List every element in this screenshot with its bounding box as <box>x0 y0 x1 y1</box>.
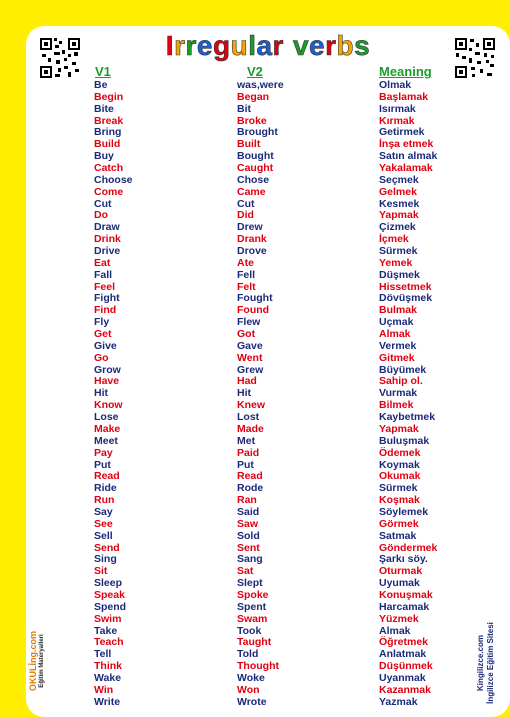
verb-base-form: Win <box>94 683 114 696</box>
table-row <box>26 92 510 104</box>
verb-base-form: Build <box>94 138 121 151</box>
verb-meaning: Olmak <box>379 79 412 91</box>
brand-subtitle: Eğitim Materyalleri <box>39 634 45 688</box>
verb-base-form: Meet <box>94 434 118 447</box>
verb-past-form: Began <box>237 90 270 103</box>
verb-base-form: Teach <box>94 636 124 649</box>
table-row <box>26 353 510 365</box>
verb-past-form: was,were <box>237 79 284 91</box>
verb-meaning: İnşa etmek <box>379 138 434 151</box>
verb-past-form: Had <box>237 375 257 388</box>
verb-meaning: İçmek <box>379 233 409 246</box>
verb-base-form: Drink <box>94 233 121 246</box>
verb-base-form: Write <box>94 695 121 708</box>
verb-base-form: Catch <box>94 162 124 175</box>
title-letter: r <box>174 30 186 61</box>
verb-past-form: Took <box>237 624 262 637</box>
verb-base-form: Fight <box>94 292 120 305</box>
title-letter: v <box>292 30 310 61</box>
verb-meaning: Göndermek <box>379 541 438 554</box>
verb-meaning: Yapmak <box>379 422 419 435</box>
column-header-meaning: Meaning <box>379 64 432 79</box>
verb-meaning: Getirmek <box>379 126 425 139</box>
verb-base-form: Know <box>94 399 123 412</box>
verb-base-form: Have <box>94 375 120 388</box>
verb-base-form: Pay <box>94 446 113 459</box>
title-letter: r <box>325 30 337 61</box>
verb-meaning: Sürmek <box>379 482 418 495</box>
title-letter: u <box>230 30 249 61</box>
verb-base-form: Eat <box>94 256 111 269</box>
verb-past-form: Spoke <box>237 588 269 601</box>
verb-meaning: Yakalamak <box>379 162 433 175</box>
page-title <box>26 30 510 62</box>
verb-base-form: Speak <box>94 588 125 601</box>
verb-past-form: Drank <box>237 233 267 246</box>
verb-meaning: Yemek <box>379 256 413 269</box>
verb-meaning: Seçmek <box>379 173 419 186</box>
verb-base-form: Hit <box>94 387 108 400</box>
verb-meaning: Dövüşmek <box>379 292 433 305</box>
verb-past-form: Spent <box>237 600 267 613</box>
verb-past-form: Sang <box>237 553 263 566</box>
title-letter: l <box>248 30 257 61</box>
verb-base-form: Fly <box>94 316 110 329</box>
table-row <box>26 104 510 116</box>
verb-base-form: Send <box>94 541 120 554</box>
table-row <box>26 448 510 460</box>
verb-meaning: Okumak <box>379 470 421 483</box>
verb-base-form: Find <box>94 304 117 317</box>
verb-meaning: Satın almak <box>379 150 438 163</box>
verb-base-form: Ride <box>94 482 117 495</box>
verb-meaning: Vermek <box>379 339 417 352</box>
verb-meaning: Oturmak <box>379 565 423 578</box>
title-letter: e <box>196 30 213 61</box>
verb-meaning: Koşmak <box>379 494 420 507</box>
site-name: Kingilizce.com <box>476 635 485 692</box>
verb-meaning: Almak <box>379 624 411 637</box>
verb-past-form: Sent <box>237 541 260 554</box>
verb-meaning: Yapmak <box>379 209 419 222</box>
verb-base-form: Swim <box>94 612 122 625</box>
verb-past-form: Thought <box>237 660 279 673</box>
table-row <box>26 341 510 353</box>
verb-base-form: Wake <box>94 671 122 684</box>
verb-base-form: Buy <box>94 150 114 163</box>
table-row <box>26 270 510 282</box>
verb-base-form: Be <box>94 79 108 91</box>
table-row <box>26 187 510 199</box>
verb-meaning: Uyanmak <box>379 671 426 684</box>
poster-sheet <box>26 26 510 717</box>
table-row <box>26 685 510 697</box>
verb-past-form: Ran <box>237 494 257 507</box>
verb-past-form: Swam <box>237 612 268 625</box>
verb-base-form: Feel <box>94 280 116 293</box>
verb-base-form: Spend <box>94 600 127 613</box>
verb-past-form: Saw <box>237 517 259 530</box>
verb-base-form: Begin <box>94 90 124 103</box>
verb-past-form: Made <box>237 422 264 435</box>
verb-meaning: Ödemek <box>379 446 421 459</box>
verb-past-form: Lost <box>237 411 260 424</box>
verb-base-form: Read <box>94 470 120 483</box>
verb-past-form: Flew <box>237 316 261 329</box>
verb-meaning: Yüzmek <box>379 612 419 625</box>
verb-meaning: Uyumak <box>379 577 420 590</box>
verb-past-form: Cut <box>237 197 255 210</box>
verb-meaning: Şarkı söy. <box>379 553 428 566</box>
verb-meaning: Uçmak <box>379 316 414 329</box>
verb-past-form: Felt <box>237 280 256 293</box>
verb-past-form: Won <box>237 683 260 696</box>
verb-meaning: Koymak <box>379 458 420 471</box>
verb-past-form: Drove <box>237 245 267 258</box>
verb-past-form: Sat <box>237 565 254 578</box>
verb-past-form: Taught <box>237 636 272 649</box>
verb-base-form: Give <box>94 339 117 352</box>
table-row <box>26 602 510 614</box>
verb-past-form: Brought <box>237 126 278 139</box>
verb-base-form: Say <box>94 505 113 518</box>
verb-past-form: Woke <box>237 671 265 684</box>
verb-base-form: Cut <box>94 197 112 210</box>
verb-past-form: Met <box>237 434 256 447</box>
verb-past-form: Went <box>237 351 263 364</box>
verb-base-form: Run <box>94 494 115 507</box>
verb-base-form: Break <box>94 114 124 127</box>
verb-past-form: Chose <box>237 173 270 186</box>
title-letter: a <box>256 30 273 61</box>
verb-meaning: Düşünmek <box>379 660 433 673</box>
verb-past-form: Slept <box>237 577 263 590</box>
verb-past-form: Caught <box>237 162 274 175</box>
side-brand-left <box>28 606 58 716</box>
verb-base-form: Drive <box>94 245 121 258</box>
verb-meaning: Satmak <box>379 529 417 542</box>
verb-base-form: Tell <box>94 648 112 661</box>
table-row <box>26 175 510 187</box>
title-letter: g <box>212 30 231 61</box>
verb-base-form: See <box>94 517 113 530</box>
verb-meaning: Hissetmek <box>379 280 432 293</box>
verb-past-form: Came <box>237 185 266 198</box>
side-brand-right <box>476 603 506 717</box>
verb-meaning: Kesmek <box>379 197 420 210</box>
verb-meaning: Isırmak <box>379 102 416 115</box>
verb-meaning: Buluşmak <box>379 434 430 447</box>
table-row <box>26 258 510 270</box>
verb-meaning: Konuşmak <box>379 588 433 601</box>
verb-meaning: Vurmak <box>379 387 418 400</box>
verb-past-form: Found <box>237 304 270 317</box>
verb-meaning: Bilmek <box>379 399 414 412</box>
verb-meaning: Kaybetmek <box>379 411 436 424</box>
verb-meaning: Almak <box>379 328 411 341</box>
verb-base-form: Sit <box>94 565 108 578</box>
title-letter: b <box>336 30 355 61</box>
column-header-v1: V1 <box>95 64 111 79</box>
verb-meaning: Anlatmak <box>379 648 427 661</box>
verb-past-form: Told <box>237 648 259 661</box>
table-row <box>26 436 510 448</box>
verb-past-form: Hit <box>237 387 251 400</box>
verb-past-form: Put <box>237 458 254 471</box>
verb-base-form: Come <box>94 185 124 198</box>
verb-past-form: Knew <box>237 399 266 412</box>
verb-base-form: Take <box>94 624 118 637</box>
verb-meaning: Düşmek <box>379 268 420 281</box>
verb-base-form: Sleep <box>94 577 123 590</box>
title-letter: s <box>354 30 371 61</box>
verb-meaning: Gelmek <box>379 185 417 198</box>
verb-base-form: Bring <box>94 126 122 139</box>
table-row <box>26 614 510 626</box>
verb-base-form: Think <box>94 660 122 673</box>
verb-base-form: Make <box>94 422 121 435</box>
table-row <box>26 531 510 543</box>
verb-past-form: Built <box>237 138 261 151</box>
table-row <box>26 519 510 531</box>
verb-past-form: Fell <box>237 268 256 281</box>
verb-base-form: Grow <box>94 363 121 376</box>
verb-past-form: Did <box>237 209 254 222</box>
verb-past-form: Ate <box>237 256 254 269</box>
verb-past-form: Drew <box>237 221 263 234</box>
verb-past-form: Got <box>237 328 256 341</box>
verb-base-form: Choose <box>94 173 133 186</box>
verb-past-form: Bit <box>237 102 251 115</box>
verb-meaning: Öğretmek <box>379 636 429 649</box>
verb-meaning: Başlamak <box>379 90 429 103</box>
title-letter: I <box>165 30 175 61</box>
title-letter: r <box>185 30 197 61</box>
verb-meaning: Çizmek <box>379 221 416 234</box>
title-letter: e <box>309 30 326 61</box>
verb-meaning: Gitmek <box>379 351 415 364</box>
verb-base-form: Fall <box>94 268 113 281</box>
verb-base-form: Sing <box>94 553 117 566</box>
table-row <box>26 424 510 436</box>
verb-base-form: Sell <box>94 529 113 542</box>
verb-meaning: Yazmak <box>379 695 418 708</box>
verb-past-form: Rode <box>237 482 264 495</box>
verb-past-form: Fought <box>237 292 273 305</box>
verb-base-form: Get <box>94 328 112 341</box>
verb-meaning: Büyümek <box>379 363 427 376</box>
verb-base-form: Do <box>94 209 108 222</box>
verb-past-form: Grew <box>237 363 264 376</box>
verb-base-form: Go <box>94 351 109 364</box>
verb-table <box>26 80 510 709</box>
verb-past-form: Read <box>237 470 263 483</box>
verb-meaning: Söylemek <box>379 505 429 518</box>
verb-base-form: Put <box>94 458 111 471</box>
verb-meaning: Kırmak <box>379 114 415 127</box>
verb-past-form: Broke <box>237 114 267 127</box>
verb-base-form: Draw <box>94 221 120 234</box>
verb-past-form: Said <box>237 505 260 518</box>
verb-meaning: Kazanmak <box>379 683 431 696</box>
verb-meaning: Sahip ol. <box>379 375 423 388</box>
verb-meaning: Sürmek <box>379 245 418 258</box>
title-letter: r <box>272 30 284 61</box>
verb-base-form: Lose <box>94 411 119 424</box>
verb-meaning: Bulmak <box>379 304 417 317</box>
column-header-v2: V2 <box>247 64 263 79</box>
table-row <box>26 697 510 709</box>
verb-meaning: Harcamak <box>379 600 430 613</box>
verb-base-form: Bite <box>94 102 114 115</box>
verb-past-form: Sold <box>237 529 260 542</box>
verb-past-form: Wrote <box>237 695 267 708</box>
verb-meaning: Görmek <box>379 517 419 530</box>
verb-past-form: Gave <box>237 339 263 352</box>
brand-name: OKULİng.com <box>28 631 38 691</box>
verb-past-form: Bought <box>237 150 274 163</box>
site-subtitle: İngilizce Eğitim Sitesi <box>486 622 495 704</box>
verb-past-form: Paid <box>237 446 260 459</box>
